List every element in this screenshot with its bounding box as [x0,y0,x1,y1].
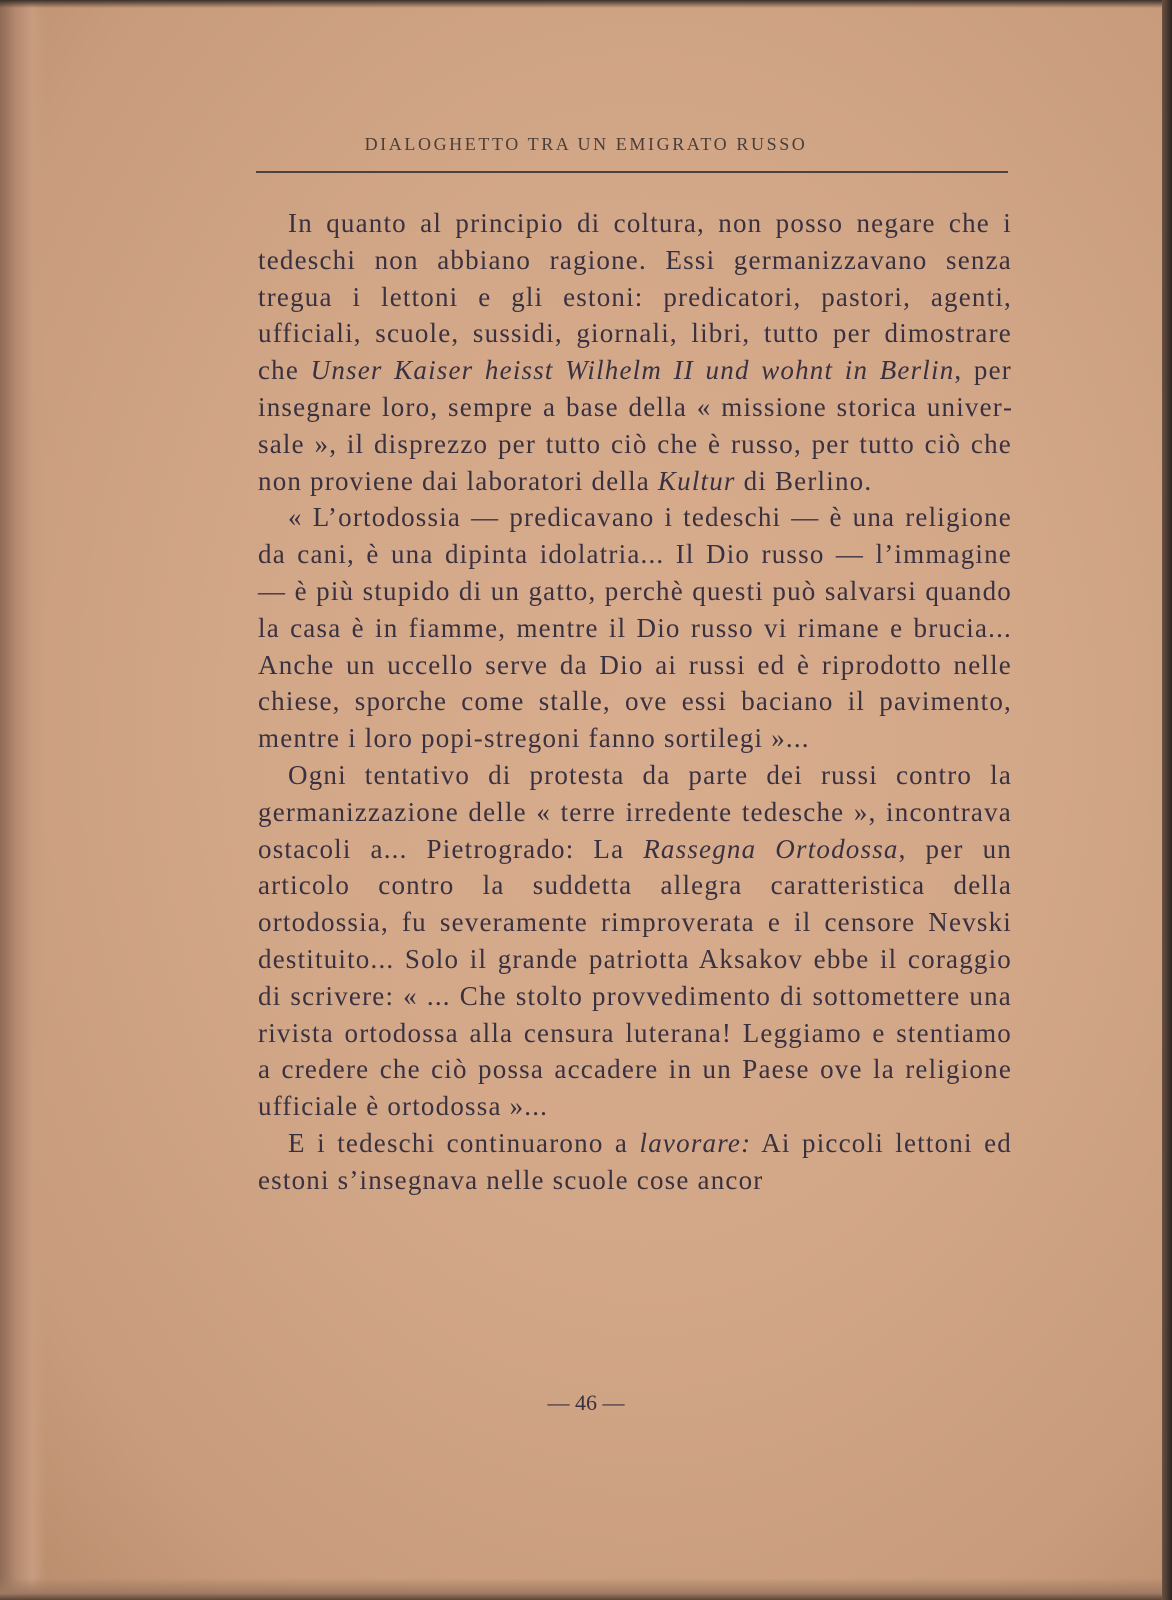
text-run: , per insegnare loro, sempre a base della « missione storica universale », il disprezzo per tutto ciò che è russo, per tutto ciò che non proviene dai laboratori della [258,355,1012,496]
page-bottom-edge [0,1578,1172,1600]
paragraph [258,205,1012,499]
paragraph [258,1125,1012,1199]
page-top-edge [0,0,1172,8]
italic-text: Kultur [657,465,736,496]
text-run: Ai piccoli lettoni ed estoni s’insegnava nelle scuole cose ancor [258,1127,1012,1195]
italic-text: lavorare: [639,1127,752,1158]
text-run: Ogni tentativo di protesta da parte dei russi contro la germanizzazione delle « terre irredente tedesche », incontrava ostacoli a... Pietrogrado: La [258,759,1012,864]
italic-text: Rassegna Ortodossa [643,833,899,864]
text-run: di Berlino. [735,465,873,496]
text-run: , per un articolo contro la suddetta allegra caratteristica della ortodossia, fu severamente rimproverata e il censore Nevski destituito... Solo il grande patriotta Aksakov ebbe il coraggio di scrivere: « ... Che stolto provvedimento di sottomettere una rivista ortodossa alla censura luterana! Leggiamo e stentiamo a credere che ciò possa accadere in un Paese ove la religione ufficiale è ortodossa »... [258,833,1012,1122]
italic-text: Unser Kaiser heisst Wilhelm II und wohnt in Berlin [310,355,955,386]
running-head: DIALOGHETTO TRA UN EMIGRATO RUSSO [364,134,808,154]
text-run: « L’ortodossia — predicavano i tedeschi — è una religione da cani, è una dipinta idolatria... Il Dio russo — l’immagine — è più stupido di un gatto, perchè questi può salvarsi quando la casa è in fiamme, mentre il Dio russo vi rimane e brucia... Anche un uccello serve da Dio ai russi ed è riprodotto nelle chiese, sporche come stalle, ove essi baciano il pavimento, mentre i loro popi-stregoni fanno sortilegi »... [258,502,1012,754]
header-rule [256,171,1008,173]
paragraph [258,757,1012,1125]
page-number: — 46 — [547,1390,625,1415]
body-text [258,205,1012,1199]
text-run: In quanto al principio di coltura, non posso negare che i tedeschi non abbiano ragione. Essi germanizzavano senza tregua i lettoni e gli estoni: predicatori, pastori, agenti, ufficiali, scuole, sussidi, giornali, libri, tutto per dimostrare che [258,208,1012,386]
paragraph [258,499,1012,757]
text-run: E i tedeschi continuarono a [288,1127,640,1158]
